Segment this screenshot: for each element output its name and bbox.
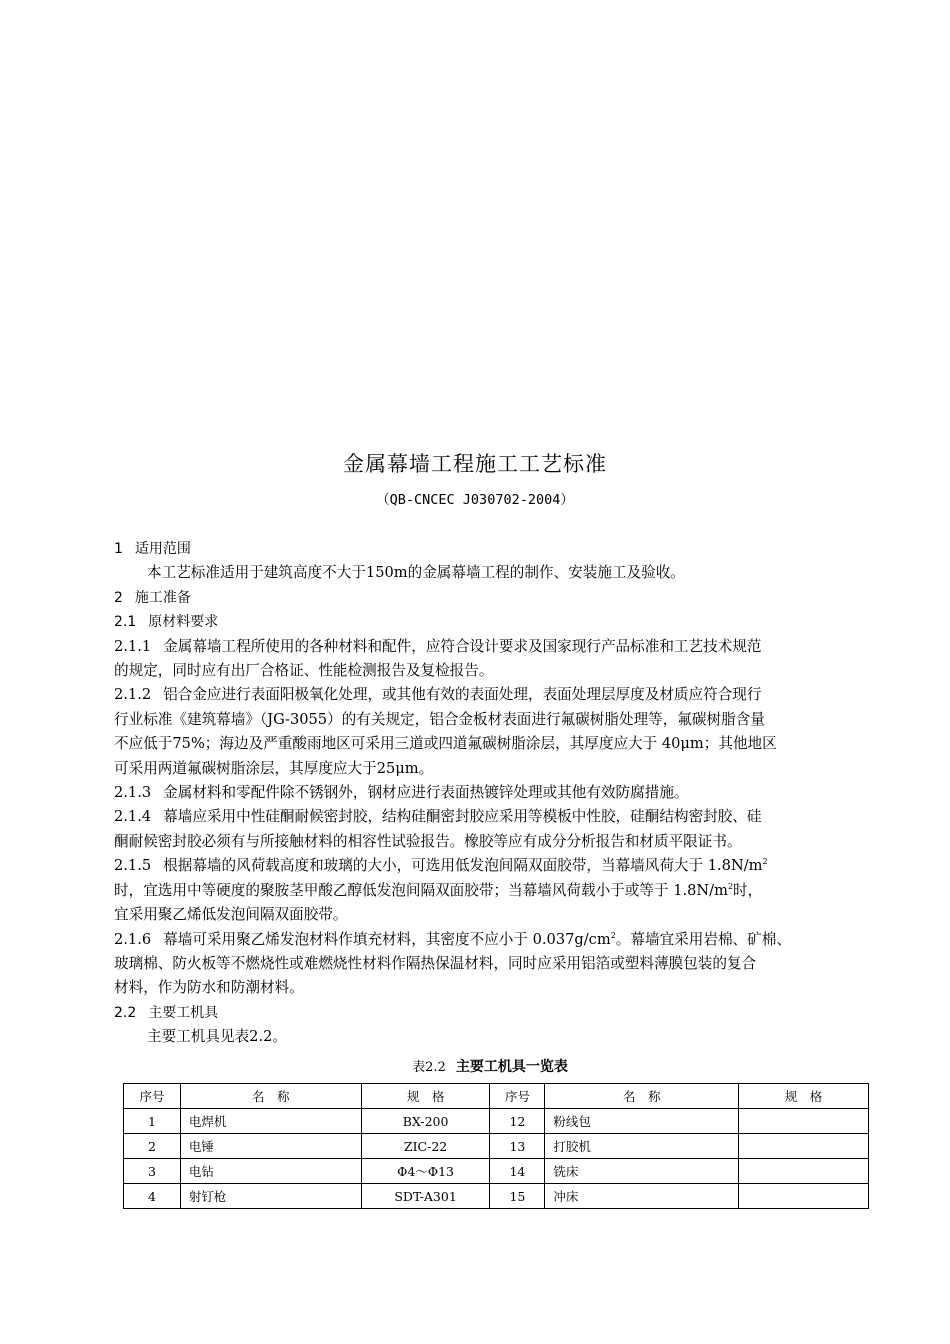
document-code: （QB-CNCEC J030702-2004） (376, 492, 574, 508)
subsection-heading: 2.2 主要工机具 (114, 1004, 219, 1021)
clause-2-1-2: 2.1.2 铝合金应进行表面阳极氧化处理，或其他有效的表面处理，表面处理层厚度及材质应符合现行 行业标准《建筑幕墙》（JG-3055）的有关规定，铝合金板材表面进行氟碳树脂处理等，氟碳树脂含量 不应低于75%；海边及严重酸雨地区可采用三道或四道氟碳树脂涂层，其厚度应大于 40μm；其他地区 可采用两道氟碳树脂涂层，其厚度应大于25μm。 (114, 686, 777, 777)
col-header: 规 格 (739, 1084, 869, 1109)
clause-2-1-4: 2.1.4 幕墙应采用中性硅酮耐候密封胶，结构硅酮密封胶应采用等模板中性胶，硅酮结构密封胶、硅 酮耐候密封胶必须有与所接触材料的相容性试验报告。橡胶等应有成分分析报告和材质平限证书。 (114, 808, 762, 850)
col-header: 名 称 (545, 1084, 739, 1109)
clause-2-1-1: 2.1.1 金属幕墙工程所使用的各种材料和配件，应符合设计要求及国家现行产品标准和工艺技术规范 的规定，同时应有出厂合格证、性能检测报告及复检报告。 (114, 637, 762, 680)
col-header: 名 称 (180, 1084, 361, 1109)
paragraph: 本工艺标准适用于建筑高度不大于150m的金属幕墙工程的制作、安装施工及验收。 (147, 564, 685, 582)
paragraph: 主要工机具见表2.2。 (147, 1028, 287, 1046)
col-header: 序号 (490, 1084, 545, 1109)
col-header: 规 格 (361, 1084, 490, 1109)
tools-table (123, 1083, 869, 1209)
table-header-row (124, 1084, 869, 1109)
clause-2-1-5: 2.1.5 根据幕墙的风荷载高度和玻璃的大小，可选用低发泡间隔双面胶带，当幕墙风荷大于 $1.8N/m^2$ 时，宜选用中等硬度的聚胺茎甲酸乙醇低发泡间隔双面胶带；当幕墙风荷载小于或等于 $1.8N/m^2$时， 宜采用聚乙烯低发泡间隔双面胶带。 (114, 857, 768, 924)
section-heading: 1 适用范围 (114, 541, 191, 557)
table-row: 1 电焊机 BX-200 12 粉线包 (124, 1109, 869, 1134)
table-caption: 表2.2 主要工机具一览表 (412, 1058, 568, 1075)
table-row: 4 射钉枪 SDT-A301 15 冲床 (124, 1184, 869, 1209)
table-row: 3 电钻 Φ4～Φ13 14 铣床 (124, 1159, 869, 1184)
clause-2-1-6: 2.1.6 幕墙可采用聚乙烯发泡材料作填充材料，其密度不应小于 $0.037g/cm^2$。幕墙宜采用岩棉、矿棉、 玻璃棉、防火板等不燃烧性或难燃烧性材料作隔热保温材料，同时应采用铝箔或塑料薄膜包装的复合 材料，作为防水和防潮材料。 (114, 930, 791, 997)
clause-2-1-3: 2.1.3 金属材料和零配件除不锈钢外，钢材应进行表面热镀锌处理或其他有效防腐措施。 (114, 784, 689, 802)
document-title: 金属幕墙工程施工工艺标准 (343, 452, 607, 476)
subsection-heading: 2.1 原材料要求 (114, 614, 219, 631)
section-heading: 2 施工准备 (114, 589, 191, 606)
table-row: 2 电锤 ZIC-22 13 打胶机 (124, 1134, 869, 1159)
col-header: 序号 (124, 1084, 181, 1109)
document-body (114, 537, 866, 1079)
